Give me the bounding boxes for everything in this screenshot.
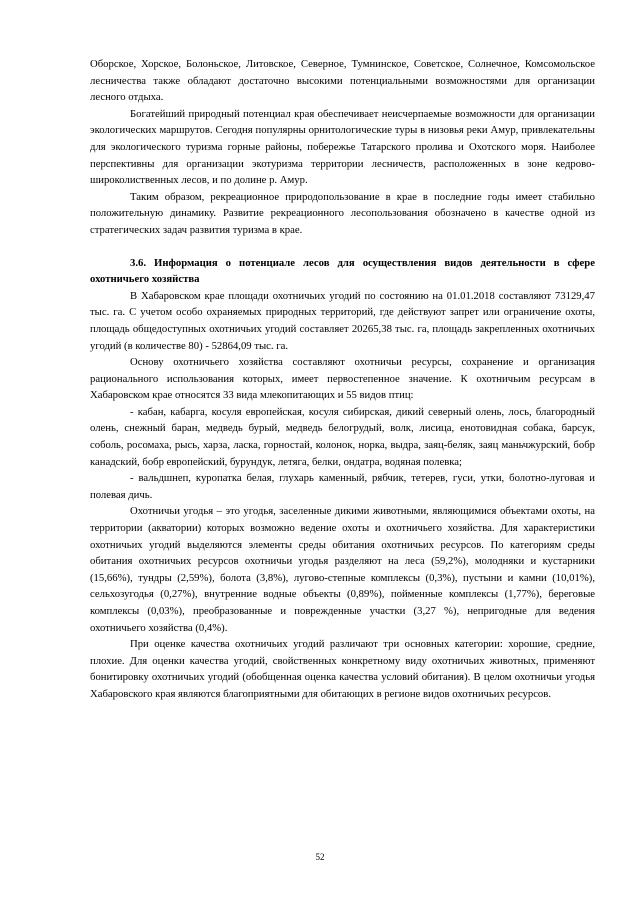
document-page <box>90 56 595 703</box>
paragraph-forestries: Оборское, Хорское, Болоньское, Литовское, Северное, Тумнинское, Советское, Солнечное, Комсомольское лесничества также обладают достаточно высокими потенциальными возможностями для организации лесного отдыха. <box>90 58 595 104</box>
paragraph-hunting-area: В Хабаровском крае площади охотничьих угодий по состоянию на 01.01.2018 составляют 73129,47 тыс. га. С учетом особо охраняемых природных территорий, где действуют запрет или ограничение охоты, площадь общедоступных охотничьих угодий составляет 20265,38 тыс. га, площадь закрепленных охотничьих угодий (в количестве 80) - 52864,09 тыс. га. <box>90 289 595 352</box>
section-heading: 3.6. Информация о потенциале лесов для осуществления видов деятельности в сфере охотничьего хозяйства <box>90 256 595 286</box>
paragraph-recreation-summary: Таким образом, рекреационное природопользование в крае в последние годы имеет стабильно положительную динамику. Развитие рекреационного лесопользования обозначено в качестве одной из стратегических задач развития туризма в крае. <box>90 190 595 236</box>
paragraph-eco-routes: Богатейший природный потенциал края обеспечивает неисчерпаемые возможности для организации экологических маршрутов. Сегодня популярны орнитологические туры в низовья реки Амур, привлекательны для экологического туризма горные районы, побережье Татарского пролива и Охотского моря. Наиболее перспективны для организации экотуризма территории лесничеств, расположенных в зоне кедрово-широколиственных лесов, и по долине р. Амур. <box>90 107 595 187</box>
page-number: 52 <box>315 852 325 862</box>
paragraph-hunting-grounds: Охотничьи угодья – это угодья, заселенные дикими животными, являющимися объектами охоты, на территории (акватории) которых возможно ведение охоты и охотничьего хозяйства. Для характеристики охотничьих угодий выделяются элементы среды обитания охотничьих ресурсов. По категориям среды обитания охотничьих ресурсов охотничьи угодья разделяют на леса (59,2%), молодняки и кустарники (15,66%), тундры (2,59%), болота (3,8%), лугово-степные комплексы (0,3%), пустыни и камни (10,01%), сельхозугодья (0,27%), внутренние водные объекты (0,89%), пойменные комплексы (1,77%), береговые комплексы (0,03%), преобразованные и поврежденные участки (3,27 %), непригодные для ведения охотничьего хозяйства (0,4%). <box>90 505 595 634</box>
list-item-mammals: - кабан, кабарга, косуля европейская, косуля сибирская, дикий северный олень, лось, благородный олень, снежный баран, медведь бурый, медведь белогрудый, волк, лисица, енотовидная собака, барсук, соболь, росомаха, рысь, харза, ласка, горностай, колонок, норка, выдра, заяц-беляк, заяц маньчжурский, бобр канадский, бобр европейский, бурундук, летяга, белки, ондатра, водяная полевка; <box>90 405 595 468</box>
paragraph-quality-assessment: При оценке качества охотничьих угодий различают три основных категории: хорошие, средние, плохие. Для оценки качества угодий, свойственных конкретному виду охотничьих животных, применяют бонитировку охотничьих угодий (обобщенная оценка качества условий обитания). В целом охотничьи угодья Хабаровского края являются благоприятными для обитающих в регионе видов охотничьих ресурсов. <box>90 638 595 700</box>
list-item-birds: - вальдшнеп, куропатка белая, глухарь каменный, рябчик, тетерев, гуси, утки, болотно-луговая и полевая дичь. <box>90 472 595 501</box>
paragraph-hunting-resources: Основу охотничьего хозяйства составляют охотничьи ресурсы, сохранение и организация рационального использования которых, имеет первостепенное значение. К охотничьим ресурсам в Хабаровском крае относятся 33 вида млекопитающих и 55 видов птиц: <box>90 356 595 402</box>
